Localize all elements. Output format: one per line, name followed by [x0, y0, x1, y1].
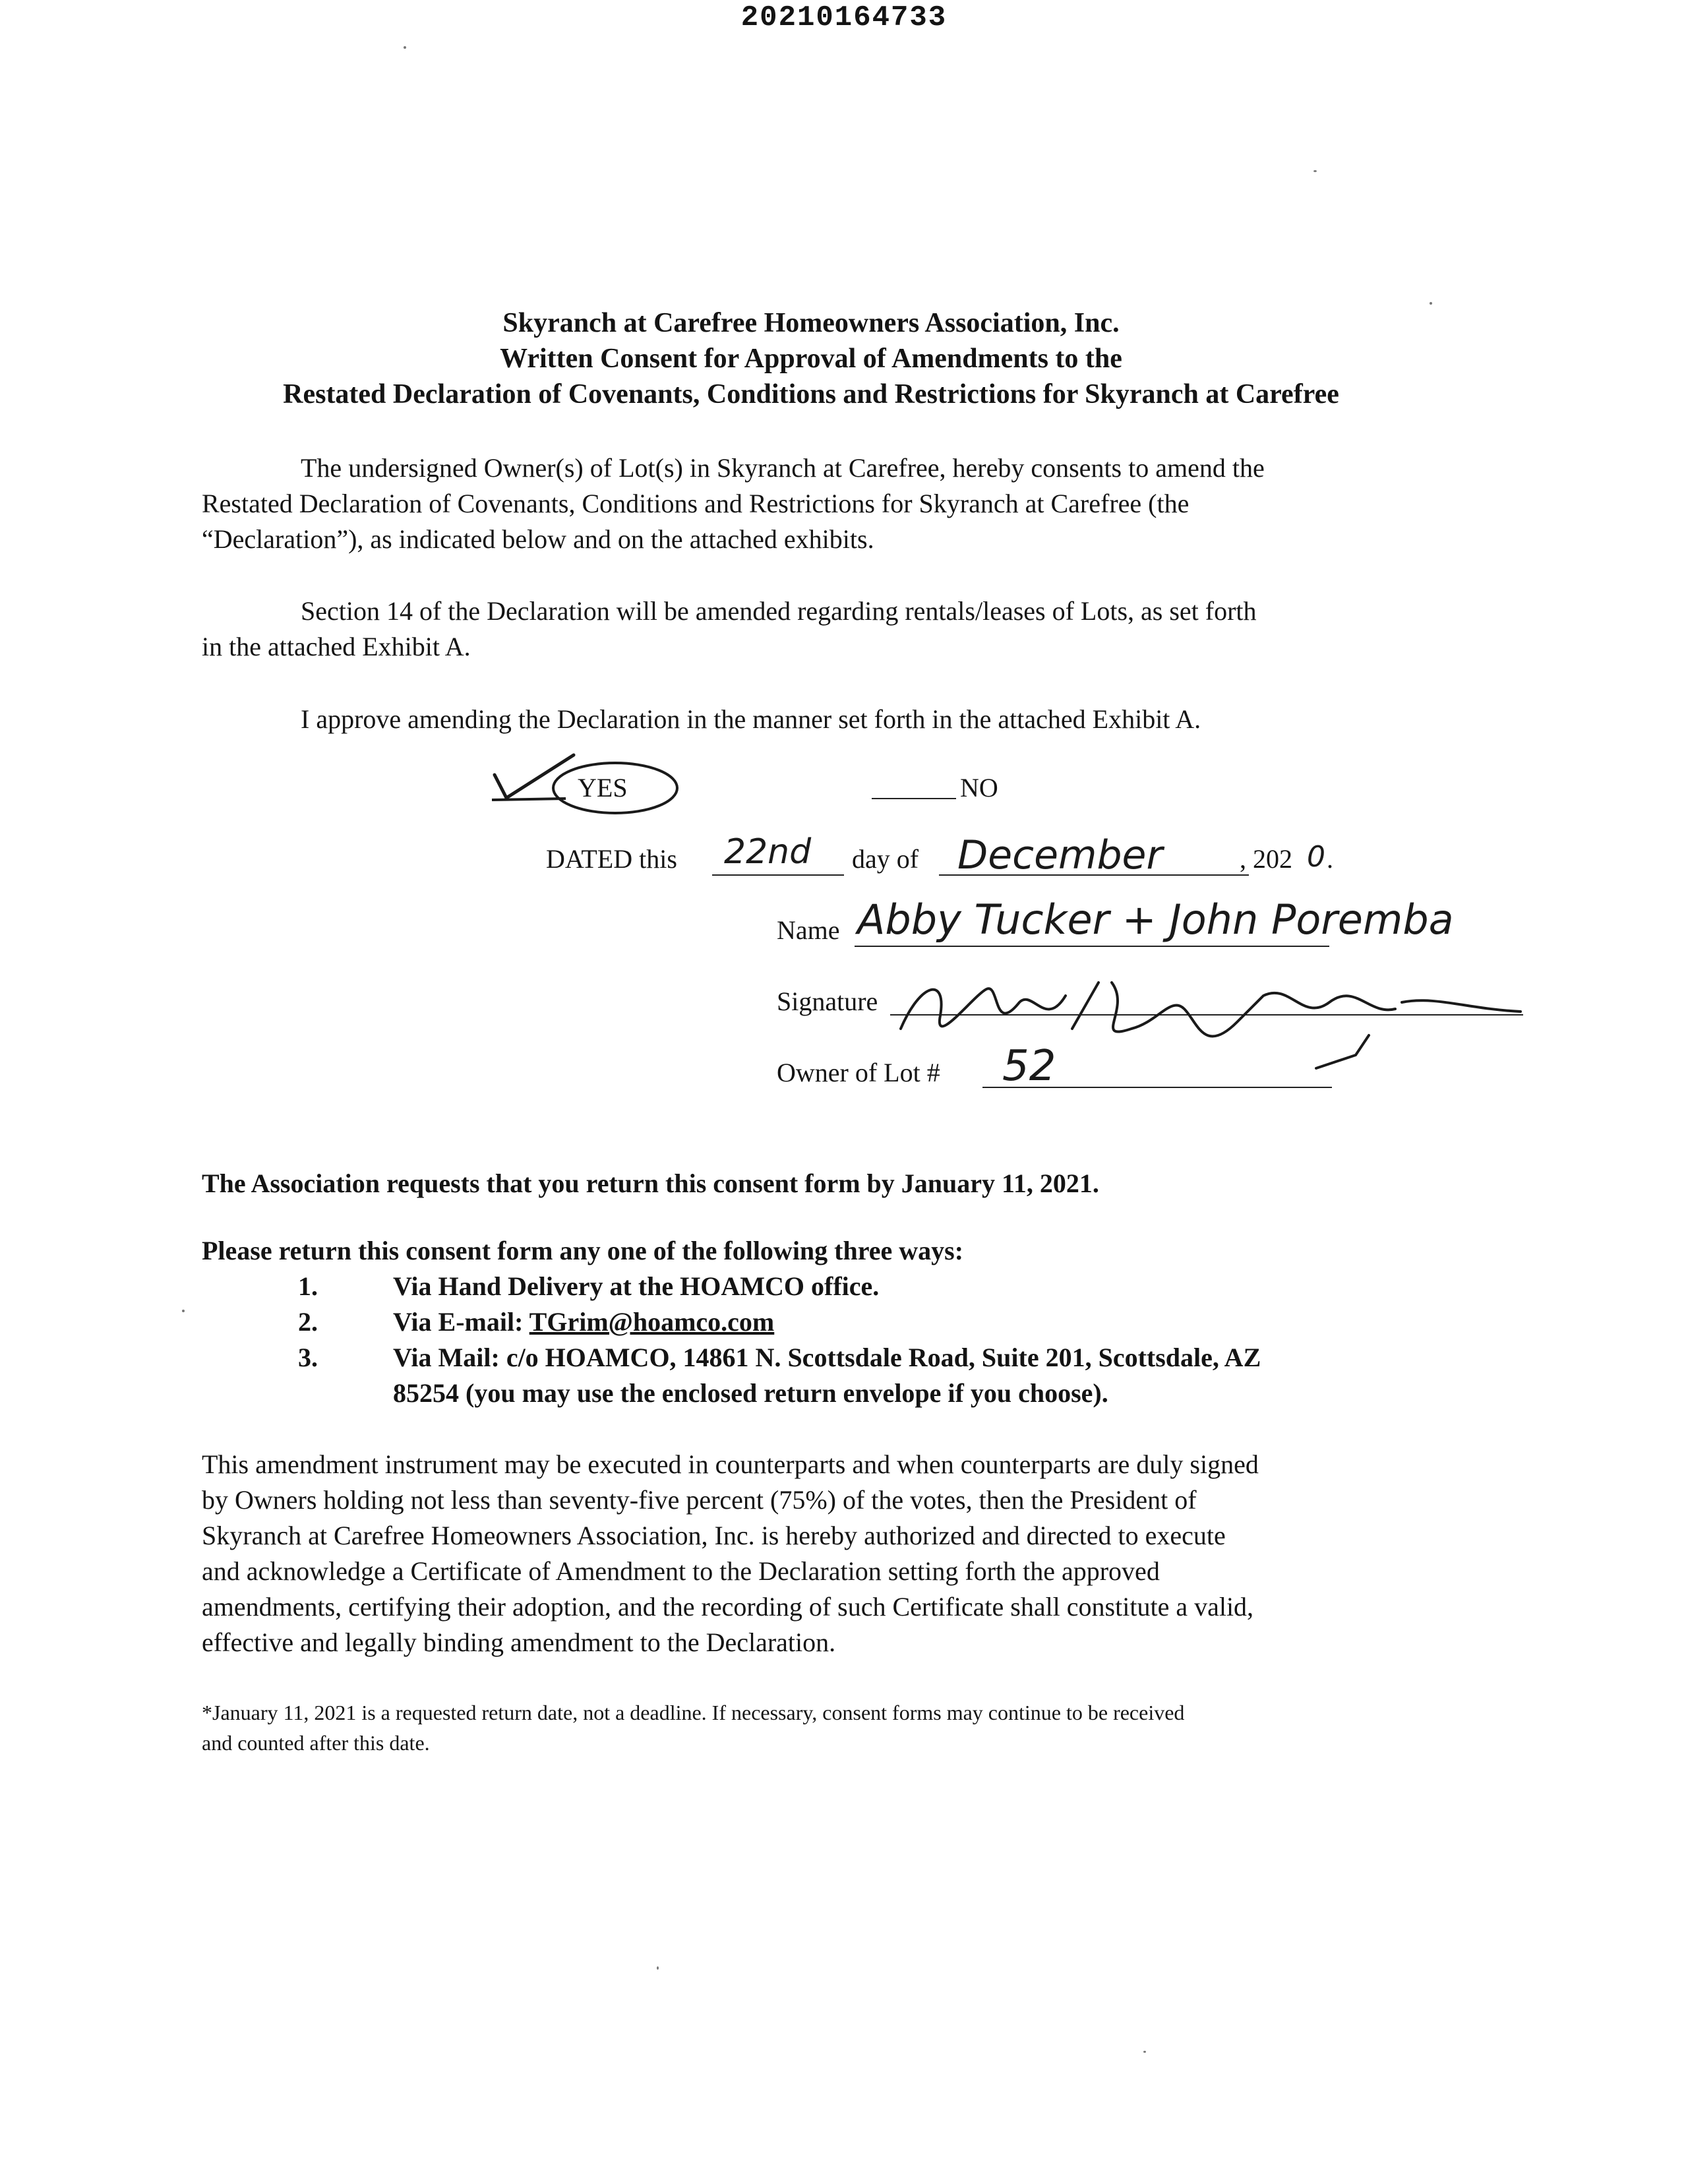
- scan-speck: [657, 1966, 659, 1970]
- lot-label: Owner of Lot #: [777, 1058, 940, 1087]
- scan-speck: [182, 1310, 185, 1312]
- hoamco-email-link[interactable]: TGrim@hoamco.com: [529, 1307, 775, 1337]
- footnote-line-1: *January 11, 2021 is a requested return date, not a deadline. If necessary, consent forms may continue to be received: [202, 1701, 1185, 1724]
- year-prefix: , 202: [1240, 844, 1292, 874]
- document-number: 20210164733: [740, 1, 948, 34]
- method-3-text-cont: 85254 (you may use the enclosed return envelope if you choose).: [393, 1378, 1108, 1408]
- method-1-number: 1.: [298, 1271, 318, 1301]
- counterparts-line-6: effective and legally binding amendment to the Declaration.: [202, 1627, 836, 1657]
- name-label: Name: [777, 915, 840, 945]
- name-blank-line: [855, 946, 1329, 947]
- declaration-title: Restated Declaration of Covenants, Conditions and Restrictions for Skyranch at Carefree: [283, 379, 1339, 410]
- return-heading: Please return this consent form any one of the following three ways:: [202, 1236, 964, 1265]
- scan-speck: [1313, 170, 1317, 172]
- year-suffix: .: [1327, 844, 1333, 874]
- lot-value[interactable]: 52: [1002, 1042, 1056, 1091]
- scan-speck: [404, 46, 406, 49]
- footnote-line-2: and counted after this date.: [202, 1731, 430, 1755]
- scan-speck: [1143, 2051, 1146, 2053]
- dated-label: DATED this: [546, 844, 677, 874]
- method-2-text: Via E-mail: TGrim@hoamco.com: [393, 1307, 775, 1337]
- day-blank-line: [712, 874, 844, 876]
- form-title: Written Consent for Approval of Amendments to the: [500, 344, 1122, 374]
- intro-line-1: The undersigned Owner(s) of Lot(s) in Skyranch at Carefree, hereby consents to amend the: [301, 453, 1265, 483]
- method-2-number: 2.: [298, 1307, 318, 1337]
- no-blank-line[interactable]: [872, 798, 956, 799]
- counterparts-line-1: This amendment instrument may be executed in counterparts and when counterparts are duly signed: [202, 1449, 1259, 1479]
- counterparts-line-3: Skyranch at Carefree Homeowners Association, Inc. is hereby authorized and directed to execute: [202, 1521, 1226, 1550]
- approval-statement: I approve amending the Declaration in the manner set forth in the attached Exhibit A.: [301, 704, 1201, 734]
- association-title: Skyranch at Carefree Homeowners Association, Inc.: [502, 308, 1120, 338]
- counterparts-line-2: by Owners holding not less than seventy-five percent (75%) of the votes, then the President of: [202, 1485, 1197, 1515]
- counterparts-line-4: and acknowledge a Certificate of Amendment to the Declaration setting forth the approved: [202, 1556, 1160, 1586]
- section14-line-1: Section 14 of the Declaration will be amended regarding rentals/leases of Lots, as set forth: [301, 596, 1257, 626]
- signature-scribble[interactable]: [894, 956, 1527, 1075]
- return-request: The Association requests that you return this consent form by January 11, 2021.: [202, 1168, 1099, 1198]
- intro-line-3: “Declaration”), as indicated below and on the attached exhibits.: [202, 524, 874, 554]
- section14-line-2: in the attached Exhibit A.: [202, 632, 471, 661]
- method-1-text: Via Hand Delivery at the HOAMCO office.: [393, 1271, 880, 1301]
- counterparts-line-5: amendments, certifying their adoption, and the recording of such Certificate shall constitute a valid,: [202, 1592, 1254, 1622]
- no-option[interactable]: NO: [960, 773, 998, 803]
- day-value[interactable]: 22nd: [724, 832, 812, 872]
- scan-speck: [1430, 302, 1432, 305]
- signature-label: Signature: [777, 986, 878, 1016]
- yes-option[interactable]: YES: [578, 773, 628, 803]
- method-3-number: 3.: [298, 1343, 318, 1372]
- year-digit[interactable]: 0: [1307, 840, 1325, 874]
- name-value[interactable]: Abby Tucker + John Poremba: [857, 895, 1454, 944]
- month-value[interactable]: December: [957, 832, 1163, 878]
- day-of-label: day of: [852, 844, 919, 874]
- intro-line-2: Restated Declaration of Covenants, Conditions and Restrictions for Skyranch at Carefree (the: [202, 489, 1190, 518]
- method-3-text: Via Mail: c/o HOAMCO, 14861 N. Scottsdale Road, Suite 201, Scottsdale, AZ: [393, 1343, 1261, 1372]
